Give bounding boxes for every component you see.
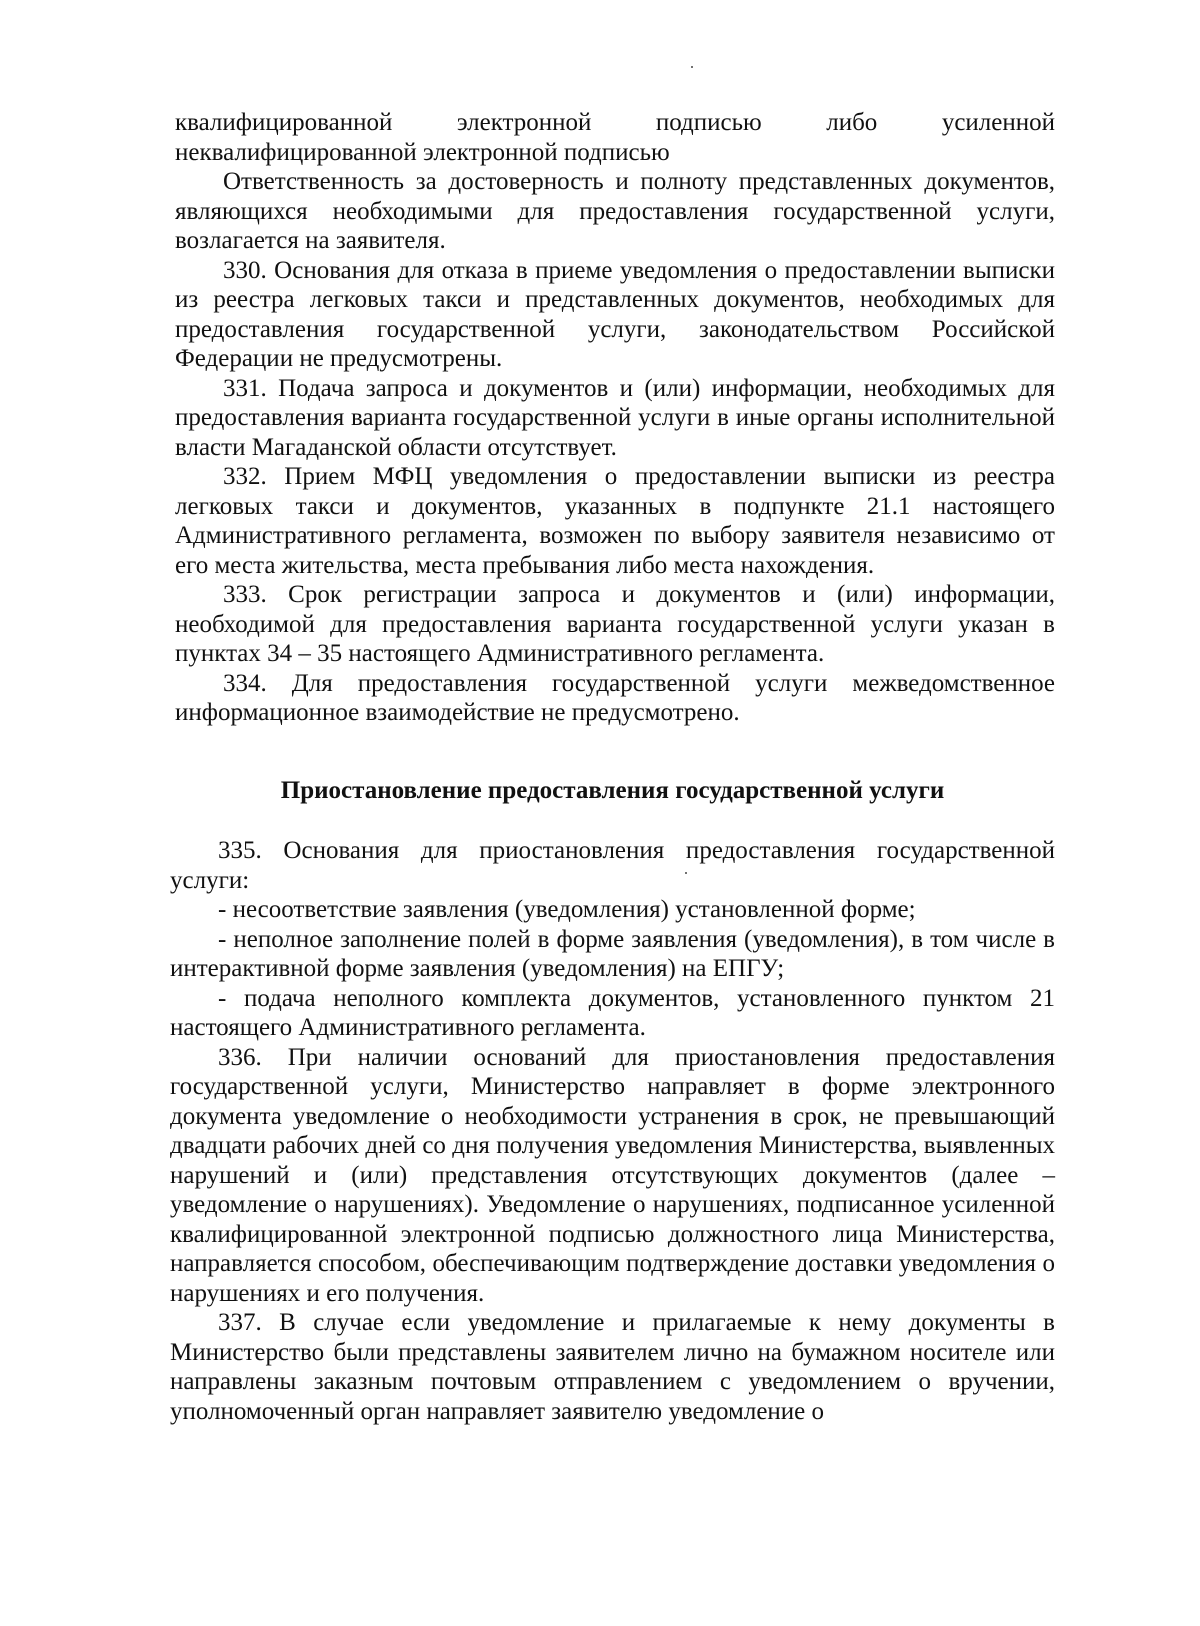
list-item-incomplete-documents: - подача неполного комплекта документов, установленного пунктом 21 настоящего Административного регламента. <box>170 984 1055 1041</box>
paragraph-336: 336. При наличии оснований для приостановления предоставления государственной услуги, Министерство направляет в форме электронного документа уведомление о необходимости устранения в срок, не превышающий двадцати рабочих дней со дня получения уведомления Министерства, выявленных нарушений и (или) представления отсутствующих документов (далее – уведомление о нарушениях). Уведомление о нарушениях, подписанное усиленной квалифицированной электронной подписью должностного лица Министерства, направляется способом, обеспечивающим подтверждение доставки уведомления о нарушениях и его получения. <box>170 1043 1055 1307</box>
paragraph-334: 334. Для предоставления государственной услуги межведомственное информационное взаимодействие не предусмотрено. <box>175 669 1055 726</box>
paragraph-continuation: квалифицированной электронной подписью либо усиленной неквалифицированной электронной подписью <box>175 109 1055 166</box>
list-item-incomplete-fields: - неполное заполнение полей в форме заявления (уведомления), в том числе в интерактивной форме заявления (уведомления) на ЕПГУ; <box>170 925 1055 982</box>
paragraph-332: 332. Прием МФЦ уведомления о предоставлении выписки из реестра легковых такси и документов, указанных в подпункте 21.1 настоящего Административного регламента, возможен по выбору заявителя независимо от его места жительства, места пребывания либо места нахождения. <box>175 463 1055 579</box>
body-text-top <box>175 108 1055 728</box>
paragraph-responsibility: Ответственность за достоверность и полноту представленных документов, являющихся необходимыми для предоставления государственной услуги, возлагается на заявителя. <box>175 168 1055 254</box>
paragraph-333: 333. Срок регистрации запроса и документов и (или) информации, необходимой для предоставления варианта государственной услуги указан в пунктах 34 – 35 настоящего Административного регламента. <box>175 581 1055 667</box>
body-text-bottom <box>170 836 1055 1426</box>
scan-speck <box>691 66 693 68</box>
paragraph-337: 337. В случае если уведомление и прилагаемые к нему документы в Министерство были представлены заявителем лично на бумажном носителе или направлены заказным почтовым отправлением с уведомлением о вручении, уполномоченный орган направляет заявителю уведомление о <box>170 1309 1055 1425</box>
list-item-nonconformity: - несоответствие заявления (уведомления) установленной форме; <box>218 896 916 923</box>
section-heading: Приостановление предоставления государственной услуги <box>280 777 945 804</box>
paragraph-331: 331. Подача запроса и документов и (или) информации, необходимых для предоставления варианта государственной услуги в иные органы исполнительной власти Магаданской области отсутствует. <box>175 374 1055 461</box>
paragraph-330: 330. Основания для отказа в приеме уведомления о предоставлении выписки из реестра легковых такси и представленных документов, необходимых для предоставления государственной услуги, законодательством Российской Федерации не предусмотрены. <box>175 256 1055 372</box>
paragraph-335: 335. Основания для приостановления предоставления государственной услуги: <box>170 837 1055 894</box>
